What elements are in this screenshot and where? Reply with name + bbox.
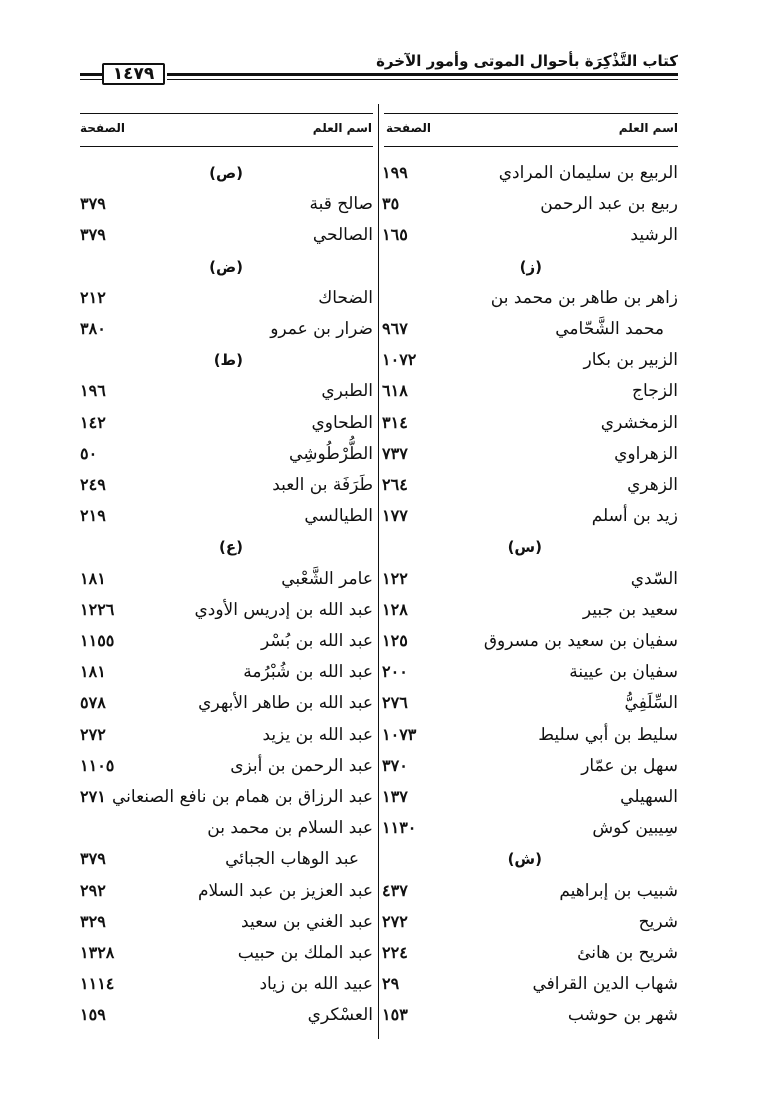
page-reference: ١٩٩: [382, 163, 408, 182]
right-index-row: [382, 938, 678, 968]
page-reference: ٣٢٩: [80, 911, 106, 931]
person-name: سفيان بن عيينة: [569, 662, 678, 683]
left-column-name-header: اسم العلم: [312, 121, 372, 135]
right-index-row: [382, 314, 678, 344]
page-reference: ٦١٨: [382, 381, 408, 401]
header-rule-left-thin: [80, 79, 102, 80]
right-index-row: [382, 439, 678, 469]
left-index-row: [80, 376, 373, 406]
person-name: الزهري: [627, 475, 678, 495]
page-reference: ١٦٥: [382, 225, 408, 245]
left-index-row: [80, 844, 373, 874]
right-index-row: [382, 813, 678, 843]
person-name: الزمخشري: [600, 412, 678, 433]
right-index-row: [382, 1000, 678, 1030]
right-index-row: [382, 501, 678, 531]
page-reference: ١٣٧: [382, 787, 408, 806]
right-index-row: [382, 657, 678, 687]
right-index-row: [382, 252, 678, 282]
person-name: الصالحي: [312, 225, 373, 246]
person-name: عبد الله بن يزيد: [262, 724, 373, 745]
person-name: السّدي: [630, 568, 678, 589]
page-reference: ٣٧٩: [80, 225, 106, 245]
page-reference: ٢٩: [382, 974, 400, 994]
left-header-overline: [80, 113, 373, 114]
person-name: ربيع بن عبد الرحمن: [540, 194, 678, 215]
person-name: شريح بن هانئ: [577, 943, 678, 963]
page-reference: ١١٣٠: [382, 818, 417, 838]
person-name: عبيد الله بن زياد: [259, 974, 373, 995]
right-index-row: [382, 751, 678, 781]
person-name: زيد بن أسلم: [591, 506, 678, 527]
page-reference: ٣٨٠: [80, 319, 106, 338]
right-index-row: [382, 564, 678, 594]
page-reference: ١٧٧: [382, 506, 408, 526]
page-reference: ١٨١: [80, 568, 106, 588]
page-reference: ٢٧١: [80, 787, 106, 806]
person-name: سهل بن عمّار: [581, 755, 678, 776]
right-index-row: [382, 907, 678, 937]
person-name: عبد الغني بن سعيد: [241, 911, 373, 932]
person-name: عبد الوهاب الجبائي: [225, 849, 359, 870]
letter-heading: (ص): [209, 164, 243, 182]
person-name: عبد الله بن إدريس الأودي: [194, 599, 373, 620]
page-reference: ٤٣٧: [382, 880, 408, 900]
right-index-row: [382, 626, 678, 656]
page-reference: ٥٠: [80, 443, 98, 463]
header-rule-thick: [167, 73, 678, 76]
letter-heading: (ز): [519, 257, 542, 276]
left-index-row: [80, 564, 373, 594]
page-reference: ٣٧٩: [80, 194, 106, 214]
person-name: ضرار بن عمرو: [270, 319, 373, 339]
person-name: محمد الشَّحّامي: [555, 319, 664, 339]
person-name: الضحاك: [318, 287, 373, 308]
left-index-row: [80, 969, 373, 999]
person-name: عبد العزيز بن عبد السلام: [197, 880, 373, 901]
left-index-row: [80, 626, 373, 656]
page-reference: ٢٠٠: [382, 662, 408, 682]
person-name: الزبير بن بكار: [583, 350, 678, 371]
page-reference: ٢٧٢: [80, 724, 106, 744]
left-index-row: [80, 345, 373, 375]
page-reference: ٣٧٠: [382, 755, 408, 775]
right-column-page-header: الصفحة: [386, 121, 432, 135]
person-name: عبد الرحمن بن أبزى: [230, 755, 373, 776]
letter-heading: (ش): [507, 850, 542, 869]
left-index-row: [80, 782, 373, 812]
left-column-page-header: الصفحة: [80, 121, 126, 135]
person-name: عبد الله بن طاهر الأبهري: [198, 693, 373, 714]
page-reference: ١٢٨: [382, 599, 408, 619]
person-name: عبد الله بن بُسْر: [260, 631, 373, 651]
person-name: الرشيد: [630, 225, 678, 246]
page-reference: ١٠٧٢: [382, 350, 417, 370]
person-name: شبيب بن إبراهيم: [559, 880, 678, 901]
right-index-row: [382, 876, 678, 906]
page-reference: ٢٦٤: [382, 475, 408, 494]
left-index-row: [80, 813, 373, 843]
column-divider: [378, 104, 379, 1039]
person-name: الطبري: [321, 381, 373, 402]
left-index-row: [80, 657, 373, 687]
person-name: عامر الشَّعْبي: [281, 568, 373, 589]
left-index-row: [80, 1000, 373, 1030]
person-name: الزجاج: [632, 381, 678, 402]
page-reference: ١٠٧٣: [382, 724, 417, 744]
right-index-row: [382, 158, 678, 188]
person-name: عبد الملك بن حبيب: [237, 943, 373, 963]
right-index-row: [382, 345, 678, 375]
person-name: الطيالسي: [304, 506, 373, 527]
left-index-row: [80, 439, 373, 469]
page-reference: ١٣٢٨: [80, 943, 115, 962]
right-index-row: [382, 688, 678, 718]
page-reference: ٣٥: [382, 194, 400, 214]
left-index-row: [80, 938, 373, 968]
right-header-underline: [384, 146, 678, 147]
letter-heading: (س): [507, 538, 542, 557]
page-reference: ١٨١: [80, 662, 106, 682]
person-name: العسْكري: [307, 1005, 373, 1026]
letter-heading: (ض): [209, 257, 243, 276]
page-reference: ٥٧٨: [80, 693, 106, 713]
person-name: سفيان بن سعيد بن مسروق: [483, 631, 678, 651]
left-index-row: [80, 907, 373, 937]
page-reference: ٢٧٦: [382, 693, 408, 713]
person-name: زاهر بن طاهر بن محمد بن: [490, 287, 678, 308]
right-index-row: [382, 720, 678, 750]
page-reference: ١٢٢: [382, 568, 408, 588]
page-reference: ١١١٤: [80, 974, 115, 994]
page-reference: ٧٣٧: [382, 443, 408, 463]
page-reference: ١٤٢: [80, 412, 106, 432]
person-name: طَرَفَة بن العبد: [272, 475, 373, 495]
page-reference: ١٥٩: [80, 1005, 106, 1025]
right-index-row: [382, 532, 678, 562]
person-name: شهاب الدين القرافي: [532, 974, 678, 995]
left-index-row: [80, 876, 373, 906]
left-index-row: [80, 688, 373, 718]
left-index-row: [80, 751, 373, 781]
right-index-row: [382, 969, 678, 999]
person-name: عبد السلام بن محمد بن: [207, 818, 373, 839]
page-reference: ٢٢٤: [382, 943, 408, 962]
person-name: عبد الرزاق بن همام بن نافع الصنعاني: [111, 787, 373, 807]
left-index-row: [80, 501, 373, 531]
right-index-row: [382, 844, 678, 874]
left-header-underline: [80, 146, 373, 147]
right-index-row: [382, 408, 678, 438]
left-index-row: [80, 252, 373, 282]
person-name: شهر بن حوشب: [567, 1005, 678, 1026]
page-reference: ٢٧٢: [382, 911, 408, 931]
right-index-row: [382, 220, 678, 250]
left-index-row: [80, 470, 373, 500]
page-reference: ١٢٥: [382, 631, 408, 650]
page-reference: ٢١٩: [80, 506, 106, 526]
letter-heading: (ط): [213, 351, 243, 370]
person-name: عبد الله بن شُبْرُمة: [243, 662, 373, 683]
right-column-name-header: اسم العلم: [618, 121, 678, 135]
person-name: السِّلَفِيُّ: [624, 693, 678, 714]
header-rule-left-thick: [80, 73, 102, 76]
right-index-row: [382, 782, 678, 812]
person-name: الزهراوي: [614, 443, 678, 464]
page-reference: ٣٧٩: [80, 849, 106, 869]
header-rule-thin: [167, 79, 678, 80]
page-reference: ١١٥٥: [80, 631, 115, 650]
page-reference: ١٩٦: [80, 381, 106, 401]
left-index-row: [80, 283, 373, 313]
page-reference: ٢١٢: [80, 287, 106, 307]
person-name: السهيلي: [620, 787, 678, 807]
person-name: سليط بن أبي سليط: [538, 724, 678, 745]
person-name: الربيع بن سليمان المرادي: [498, 163, 678, 183]
left-index-row: [80, 158, 373, 188]
right-index-row: [382, 283, 678, 313]
left-index-row: [80, 314, 373, 344]
page-reference: ١١٠٥: [80, 755, 115, 775]
book-title: كتاب التَّذْكِرَة بأحوال الموتى وأمور الآخرة: [376, 52, 678, 70]
left-index-row: [80, 408, 373, 438]
person-name: صالح قبة: [309, 194, 373, 215]
page-reference: ٢٩٢: [80, 880, 106, 900]
person-name: شريح: [638, 911, 678, 932]
page-reference: ٩٦٧: [382, 319, 408, 338]
page-reference: ١٥٣: [382, 1005, 408, 1025]
right-index-row: [382, 189, 678, 219]
page-reference: ١٢٢٦: [80, 599, 115, 619]
right-index-row: [382, 470, 678, 500]
person-name: سعيد بن جبير: [582, 599, 678, 620]
page-reference: ٣١٤: [382, 412, 408, 432]
page-number: ١٤٧٩: [102, 63, 165, 85]
letter-heading: (ع): [219, 538, 243, 557]
right-index-row: [382, 595, 678, 625]
left-index-row: [80, 720, 373, 750]
person-name: الطحاوي: [311, 412, 373, 433]
person-name: سِيبين كوش: [592, 818, 678, 839]
page-reference: ٢٤٩: [80, 475, 106, 494]
left-index-row: [80, 220, 373, 250]
left-index-row: [80, 595, 373, 625]
left-index-row: [80, 189, 373, 219]
person-name: الطُّرْطُوشِي: [289, 443, 373, 464]
right-header-overline: [384, 113, 678, 114]
left-index-row: [80, 532, 373, 562]
right-index-row: [382, 376, 678, 406]
